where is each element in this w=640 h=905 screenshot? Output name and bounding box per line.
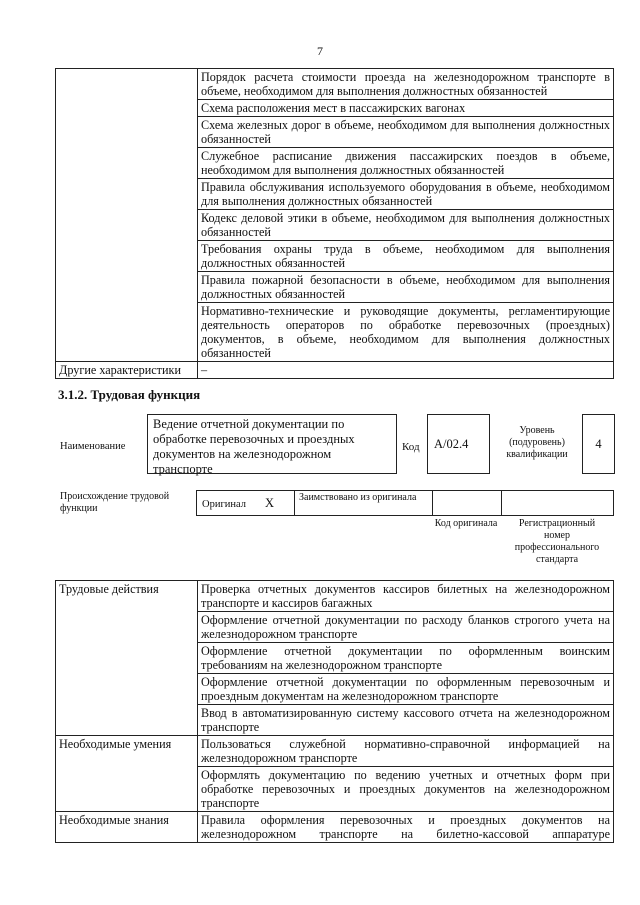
table-cell: Правила обслуживания используемого оборудования в объеме, необходимом для выполнения должностных обязанностей (198, 179, 614, 210)
table-cell: Пользоваться служебной нормативно-справочной информацией на железнодорожном транспорте (198, 736, 614, 767)
skills-label: Необходимые умения (56, 736, 198, 812)
labor-function-table (55, 580, 614, 843)
table-row (56, 812, 614, 843)
section-heading: 3.1.2. Трудовая функция (58, 387, 201, 402)
knowledge-label: Необходимые знания (56, 812, 198, 843)
table-cell: Проверка отчетных документов кассиров билетных на железнодорожном транспорте и кассиров багажных (198, 581, 614, 612)
table-row (56, 69, 614, 100)
level-value: 4 (595, 437, 602, 451)
origin-box (196, 490, 614, 516)
table-row (56, 362, 614, 379)
table-cell: Оформление отчетной документации по расходу бланков строгого учета на железнодорожном транспорте (198, 612, 614, 643)
table-cell: Правила оформления перевозочных и проездных документов на железнодорожном транспорте на билетно-кассовой аппаратуре (198, 812, 614, 843)
page-number: 7 (317, 44, 323, 58)
code-value: A/02.4 (434, 437, 469, 451)
other-characteristics-value: – (198, 362, 614, 379)
original-mark: X (265, 496, 275, 510)
borrowed-label: Заимствовано из оригинала (299, 492, 417, 503)
other-characteristics-label: Другие характеристики (56, 362, 198, 379)
table-cell: Схема железных дорог в объеме, необходимом для выполнения должностных обязанностей (198, 117, 614, 148)
table-cell: Схема расположения мест в пассажирских вагонах (198, 100, 614, 117)
level-label: Уровень (подуровень) квалификации (506, 425, 568, 460)
level-box (582, 414, 615, 474)
table-row (56, 581, 614, 612)
registration-number-caption: Регистрационный номер профессионального стандарта (514, 518, 600, 565)
table-cell: Нормативно-технические и руководящие документы, регламентирующие деятельность операторов по обработке перевозочных (проездных) документов, в объеме, необходимом для выполнения должностных обязанностей (198, 303, 614, 362)
table-cell: Оформлять документацию по ведению учетных и отчетных форм при обработке перевозочных и проездных документов на железнодорожном транспорте (198, 767, 614, 812)
table-cell: Требования охраны труда в объеме, необходимом для выполнения должностных обязанностей (198, 241, 614, 272)
table-cell: Оформление отчетной документации по оформленным воинским требованиям на железнодорожном транспорте (198, 643, 614, 674)
table-cell: Правила пожарной безопасности в объеме, необходимом для выполнения должностных обязанностей (198, 272, 614, 303)
code-box (427, 414, 490, 474)
empty-label-cell (56, 69, 198, 362)
table-cell: Служебное расписание движения пассажирских поездов в объеме, необходимом для выполнения должностных обязанностей (198, 148, 614, 179)
name-label: Наименование (60, 441, 126, 452)
knowledge-continuation-table (55, 68, 614, 379)
function-name-value: Ведение отчетной документации по обработке перевозочных и проездных документов на железнодорожном транспорте (153, 417, 355, 476)
labor-actions-label: Трудовые действия (56, 581, 198, 736)
origin-label: Происхождение трудовой функции (60, 491, 170, 514)
original-label: Оригинал (202, 499, 246, 510)
table-cell: Порядок расчета стоимости проезда на железнодорожном транспорте в объеме, необходимом для выполнения должностных обязанностей (198, 69, 614, 100)
table-cell: Оформление отчетной документации по оформленным перевозочным и проездным документам на железнодорожном транспорте (198, 674, 614, 705)
name-box (147, 414, 397, 474)
table-row (56, 736, 614, 767)
table-cell: Ввод в автоматизированную систему кассового отчета на железнодорожном транспорте (198, 705, 614, 736)
table-cell: Кодекс деловой этики в объеме, необходимом для выполнения должностных обязанностей (198, 210, 614, 241)
code-label: Код (402, 441, 420, 453)
code-original-caption: Код оригинала (434, 518, 498, 529)
